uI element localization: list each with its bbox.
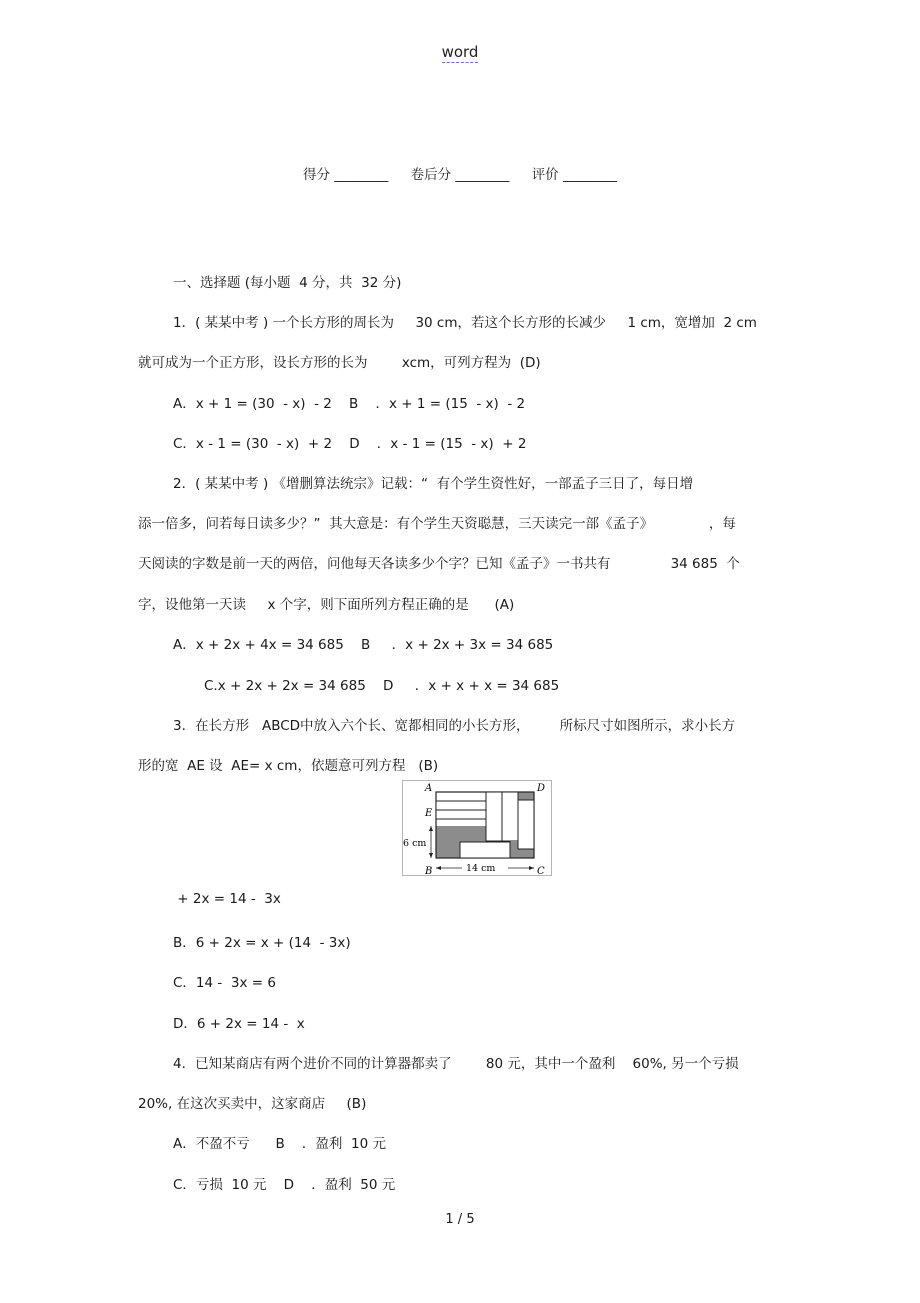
q2-line3: 天阅读的字数是前一天的两倍，问他每天各读多少个字？已知《孟子》一书共有 34 685 个 [138, 556, 740, 572]
q4-line1: 4．已知某商店有两个进价不同的计算器都卖了 80 元，其中一个盈利 60%, 另一个亏损 [173, 1056, 739, 1072]
q3-option-a: + 2x = 14 - 3x [173, 891, 281, 907]
dim-6cm-arrow-bottom [429, 853, 433, 858]
section-title: 一、选择题 (每小题 4 分，共 32 分) [173, 275, 402, 291]
q1-options-ab: A．x + 1 = (30 - x) - 2 B ．x + 1 = (15 - x) - 2 [173, 396, 526, 412]
small-rect-2 [436, 810, 486, 819]
page-number: 1 / 5 [445, 1212, 475, 1227]
label-e: E [425, 808, 433, 819]
paper-score-field: 卷后分 ________ [410, 167, 510, 183]
header-title [0, 43, 920, 61]
label-6cm: 6 cm [403, 838, 427, 849]
q2-line4: 字，设他第一天读 x 个字，则下面所列方程正确的是 (A) [138, 597, 515, 613]
q1-line1: 1．( 某某中考 ) 一个长方形的周长为 30 cm，若这个长方形的长减少 1 cm，宽增加 2 cm [173, 315, 757, 331]
q4-options-ab: A．不盈不亏 B ．盈利 10 元 [173, 1136, 386, 1152]
q3-option-b: B．6 + 2x = x + (14 - 3x) [173, 935, 351, 951]
small-rect-5 [518, 800, 534, 849]
header-title-text: word [441, 43, 479, 61]
dim-6cm-arrow-top [429, 826, 433, 831]
label-b: B [425, 866, 433, 876]
small-rect-1 [436, 801, 486, 810]
q1-line2: 就可成为一个正方形，设长方形的长为 xcm，可列方程为 (D) [138, 355, 541, 371]
label-d: D [537, 783, 546, 794]
q3-line2: 形的宽 AE 设 AE= x cm，依题意可列方程 (B) [138, 758, 439, 774]
q2-options-cd: C.x + 2x + 2x = 34 685 D ．x + x + x = 34 685 [204, 678, 560, 694]
shaded-top-right [518, 792, 534, 800]
q3-figure [402, 780, 552, 880]
label-a: A [425, 783, 433, 794]
small-rect-6 [460, 842, 510, 858]
q2-line1: 2．( 某某中考 ) 《增删算法统宗》记载：“ 有个学生资性好，一部孟子三日了，每日增 [173, 476, 694, 492]
q3-option-d: D．6 + 2x = 14 - x [173, 1016, 305, 1032]
q4-options-cd: C．亏损 10 元 D ．盈利 50 元 [173, 1177, 396, 1193]
label-14cm: 14 cm [466, 863, 496, 874]
score-field: 得分 ________ [303, 167, 389, 183]
q3-option-c: C．14 - 3x = 6 [173, 975, 276, 991]
dim-14cm-arrow-right [529, 866, 534, 870]
q2-options-ab: A．x + 2x + 4x = 34 685 B ．x + 2x + 3x = 34 685 [173, 637, 554, 653]
q4-line2: 20%, 在这次买卖中，这家商店 (B) [138, 1096, 367, 1112]
dim-14cm-arrow-left [436, 866, 441, 870]
score-row [0, 163, 920, 183]
label-c: C [537, 866, 545, 876]
q3-line1: 3．在长方形 ABCD中放入六个长、宽都相同的小长方形， 所标尺寸如图所示，求小长方 [173, 718, 736, 734]
q1-options-cd: C．x - 1 = (30 - x) + 2 D ．x - 1 = (15 - x) + 2 [173, 436, 527, 452]
small-rect-4 [502, 792, 518, 841]
q2-line2: 添一倍多，问若每日读多少？” 其大意是：有个学生天资聪慧，三天读完一部《孟子》 ，每 [138, 516, 736, 532]
small-rect-3 [486, 792, 502, 841]
evaluation-field: 评价 ________ [531, 167, 617, 183]
q3-figure-svg [402, 780, 552, 876]
